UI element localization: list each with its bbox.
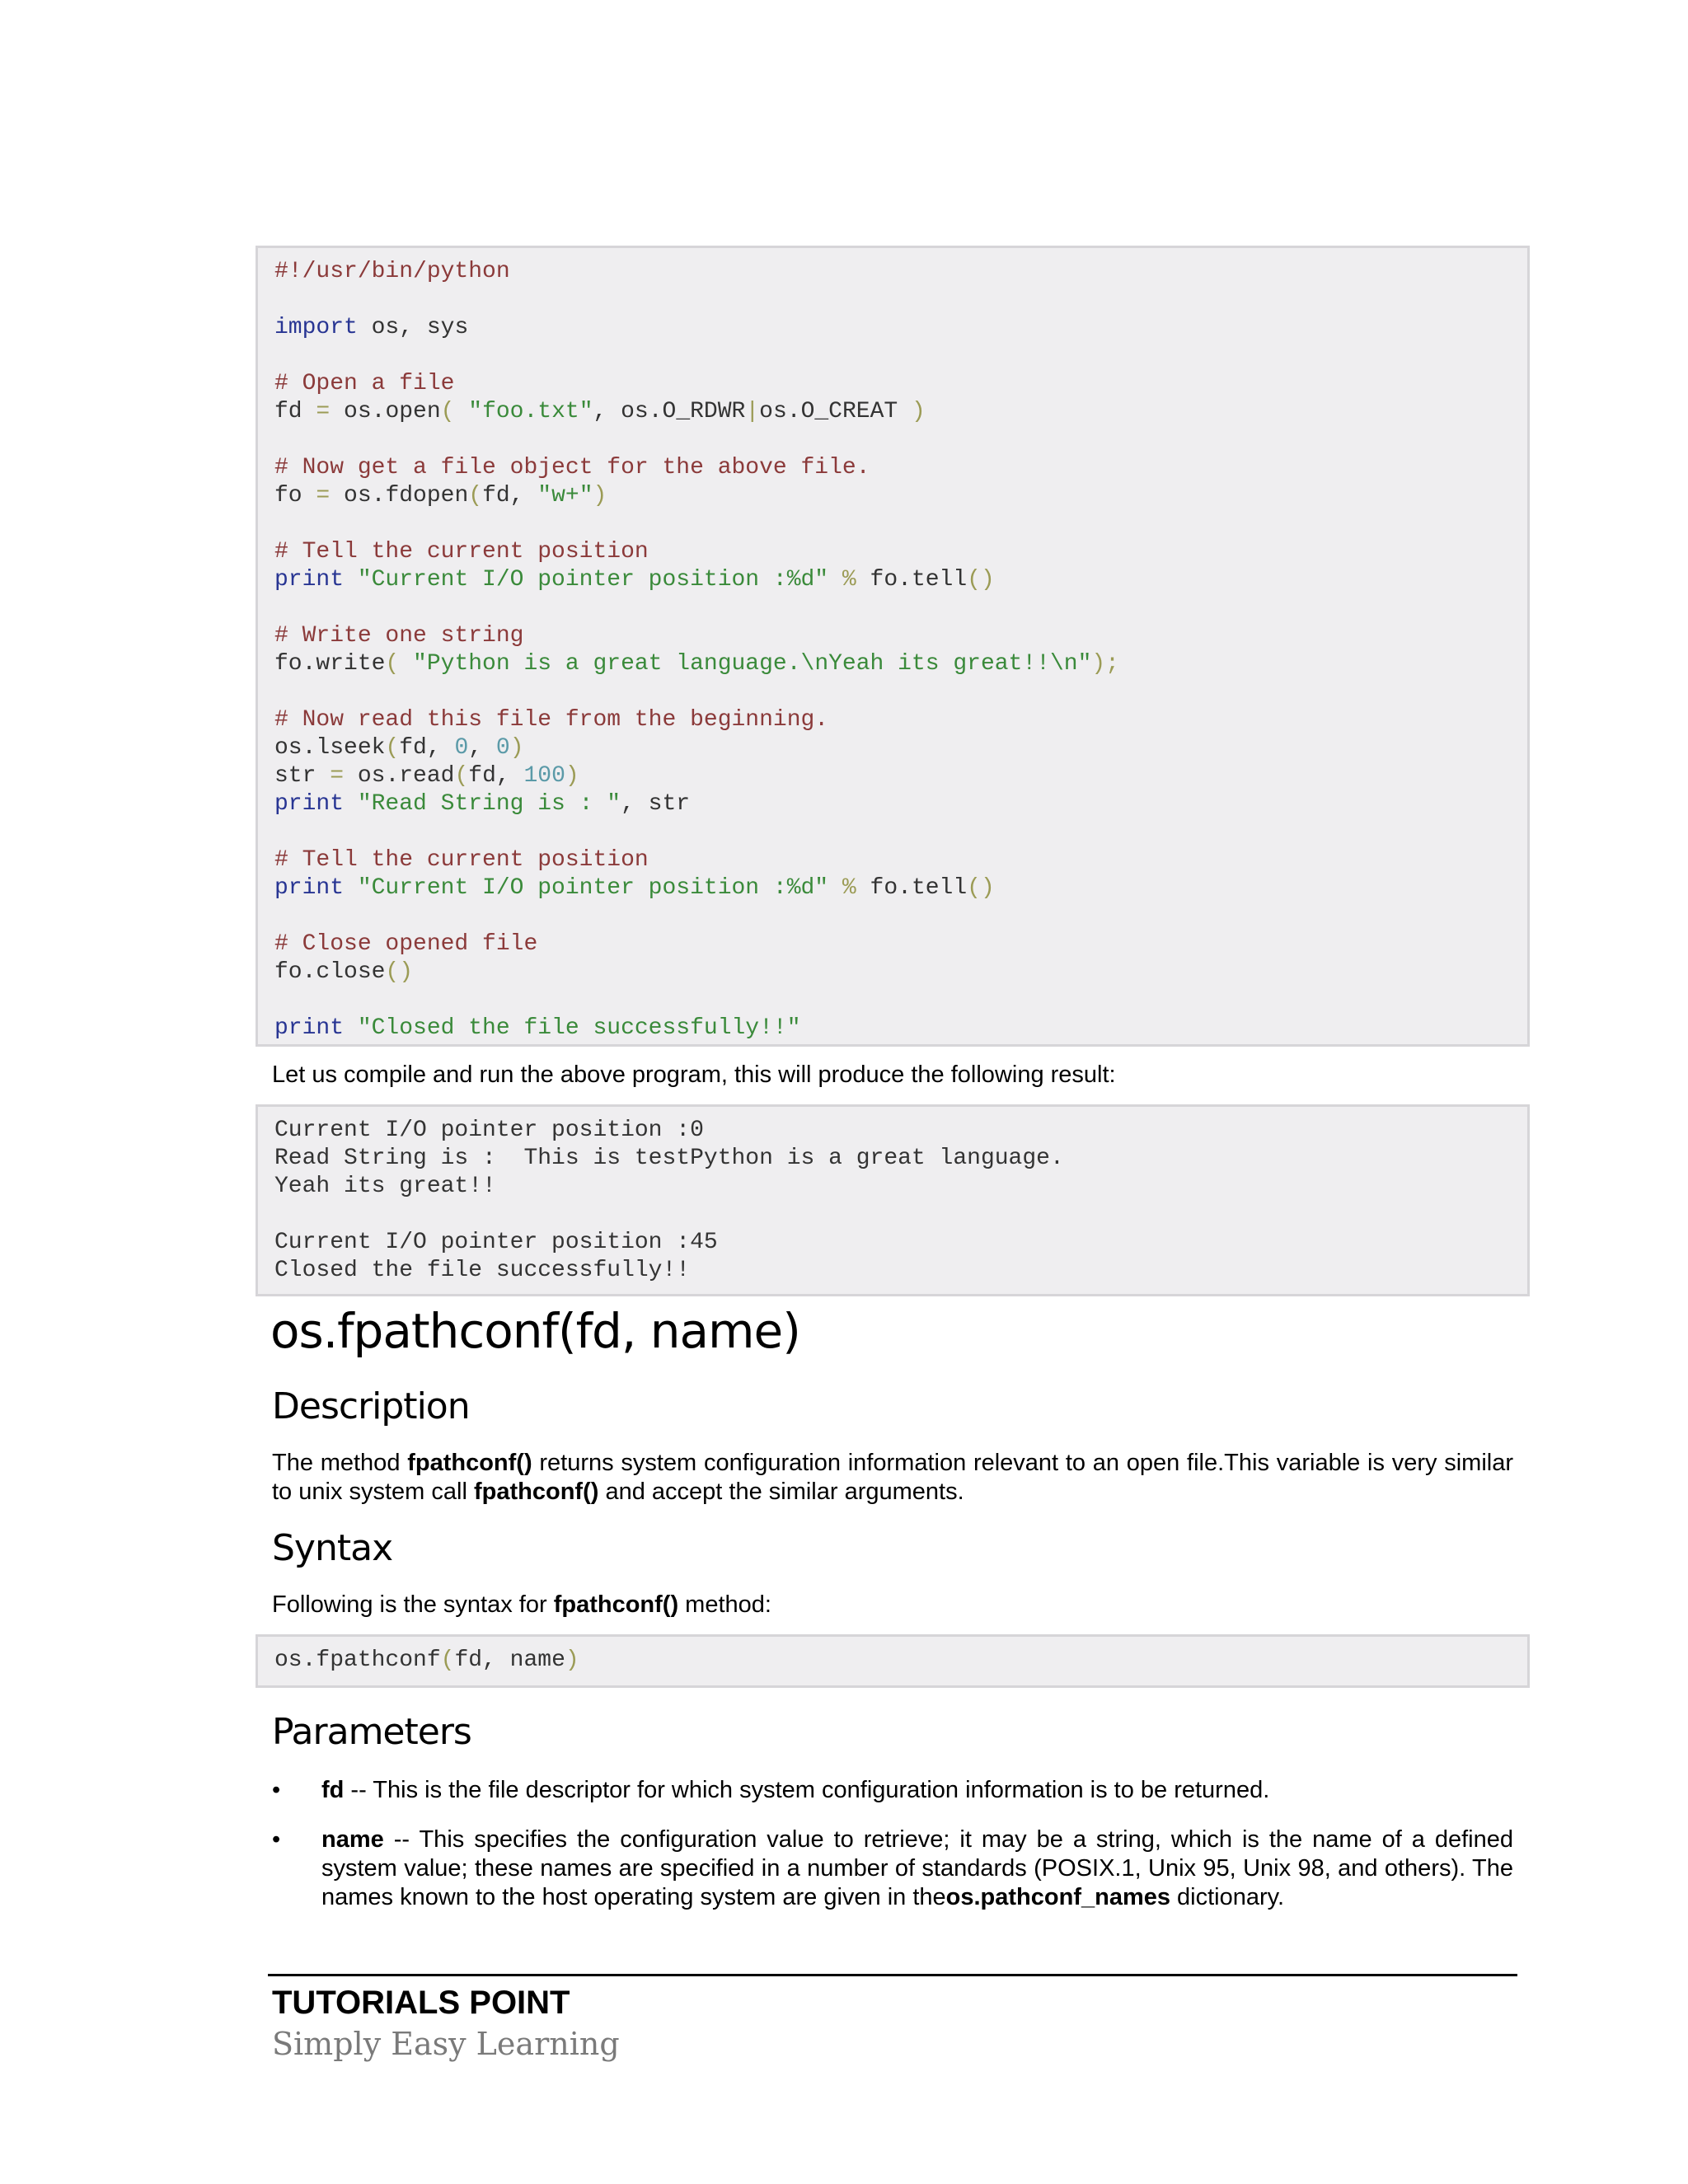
code-token: os.open: [330, 399, 441, 424]
code-line: [274, 1145, 1511, 1173]
code-line: [274, 678, 1511, 706]
code-line: [274, 818, 1511, 846]
code-token: str: [274, 763, 331, 789]
code-token: print: [274, 791, 345, 817]
description-text-part: and accept the similar arguments.: [598, 1479, 964, 1505]
code-token: 100: [523, 763, 565, 789]
code-line: [274, 426, 1511, 454]
description-text-part: The method: [272, 1450, 408, 1476]
code-line: [274, 538, 1511, 566]
description-bold-fpathconf-2: fpathconf(): [473, 1479, 599, 1505]
list-item: [272, 1825, 1513, 1912]
result-intro-text: Let us compile and run the above program, this will produce the following result:: [272, 1062, 1116, 1088]
code-token: os.lseek: [274, 735, 386, 761]
code-token: "Current I/O pointer position :%d": [344, 875, 829, 901]
code-token: # Now get a file object for the above file.: [274, 455, 870, 480]
code-token: , os.O_RDWR: [593, 399, 746, 424]
code-line: [274, 1229, 1511, 1257]
code-line: [274, 650, 1511, 678]
code-line: [274, 1257, 1511, 1285]
code-token: Read String is : This is testPython is a great language.: [274, 1146, 1064, 1171]
code-line: [274, 454, 1511, 482]
code-line: [274, 846, 1511, 874]
syntax-bold-fpathconf: fpathconf(): [553, 1591, 679, 1618]
code-token: fo: [274, 483, 316, 509]
param-name: fd: [321, 1777, 345, 1803]
code-token: os.O_CREAT: [759, 399, 912, 424]
code-line: [274, 987, 1511, 1015]
footer-tagline: Simply Easy Learning: [272, 2026, 620, 2062]
code-token: os.fdopen: [330, 483, 469, 509]
bullet-icon: •: [272, 1826, 281, 1853]
code-token: fd,: [399, 735, 455, 761]
code-line: [274, 258, 1511, 286]
code-token: Current I/O pointer position :45: [274, 1230, 718, 1255]
code-line: [274, 1201, 1511, 1229]
syntax-intro-text: [272, 1591, 1513, 1619]
code-token: fo.write: [274, 651, 386, 677]
code-token: 0: [454, 735, 469, 761]
code-line: [274, 734, 1511, 762]
param-bold-pathconf-names: os.pathconf_names: [945, 1884, 1170, 1910]
code-line: [274, 510, 1511, 538]
parameters-list: [272, 1776, 1513, 1933]
syntax-text-part: method:: [678, 1591, 771, 1618]
code-token: (: [440, 1647, 455, 1673]
footer-divider: [268, 1974, 1517, 1976]
code-token: ): [509, 735, 524, 761]
code-token: fd: [274, 399, 316, 424]
code-token: =: [330, 763, 345, 789]
code-token: # Close opened file: [274, 931, 538, 957]
code-token: "Closed the file successfully!!": [344, 1015, 801, 1041]
code-line: [274, 1117, 1511, 1145]
code-token: # Tell the current position: [274, 539, 649, 565]
param-description-end: dictionary.: [1170, 1884, 1285, 1910]
code-token: 0: [495, 735, 510, 761]
code-token: ): [593, 483, 607, 509]
code-line: [274, 398, 1511, 426]
code-line: [274, 1647, 1511, 1675]
code-token: %: [828, 567, 870, 593]
list-item: [272, 1776, 1513, 1805]
param-name: name: [321, 1826, 384, 1853]
code-line: [274, 314, 1511, 342]
description-heading: Description: [272, 1385, 470, 1427]
code-token: fo.tell: [870, 567, 968, 593]
code-line: [274, 762, 1511, 790]
description-text-part: returns system configuration information relevant to an open file.This variable is very similar to unix system call: [272, 1450, 1513, 1505]
code-token: print: [274, 875, 345, 901]
code-token: # Open a file: [274, 371, 455, 396]
code-line: [274, 1015, 1511, 1043]
code-token: "Read String is : ": [344, 791, 621, 817]
bullet-icon: •: [272, 1777, 281, 1803]
code-token: =: [316, 483, 331, 509]
code-token: os.fpathconf: [274, 1647, 441, 1673]
code-token: Yeah its great!!: [274, 1174, 496, 1199]
code-token: "w+": [537, 483, 593, 509]
footer-brand: TUTORIALS POINT: [272, 1985, 570, 2021]
code-token: # Now read this file from the beginning.: [274, 707, 829, 733]
python-code-block: [256, 246, 1530, 1047]
code-line: [274, 790, 1511, 818]
code-token: import: [274, 315, 358, 340]
code-line: [274, 622, 1511, 650]
code-token: fd,: [482, 483, 538, 509]
code-token: # Write one string: [274, 623, 524, 649]
code-token: "foo.txt": [454, 399, 593, 424]
code-line: [274, 958, 1511, 987]
code-token: (: [454, 763, 469, 789]
code-line: [274, 902, 1511, 930]
code-token: %: [828, 875, 870, 901]
code-line: [274, 1173, 1511, 1201]
code-token: (: [385, 735, 400, 761]
code-token: , str: [621, 791, 691, 817]
code-token: (): [967, 875, 995, 901]
code-token: fd,: [468, 763, 524, 789]
code-line: [274, 286, 1511, 314]
code-token: =: [316, 399, 331, 424]
syntax-heading: Syntax: [272, 1527, 393, 1569]
code-token: ): [912, 399, 926, 424]
code-token: (: [385, 651, 400, 677]
code-line: [274, 566, 1511, 594]
code-line: [274, 482, 1511, 510]
code-token: |: [745, 399, 760, 424]
code-token: Closed the file successfully!!: [274, 1258, 691, 1283]
code-token: );: [1091, 651, 1119, 677]
code-token: (): [967, 567, 995, 593]
code-token: fd, name: [454, 1647, 565, 1673]
code-line: [274, 706, 1511, 734]
code-token: ): [565, 763, 579, 789]
code-token: (: [440, 399, 455, 424]
code-token: print: [274, 1015, 345, 1041]
code-token: "Current I/O pointer position :%d": [344, 567, 829, 593]
code-line: [274, 874, 1511, 902]
description-text: [272, 1449, 1513, 1507]
code-token: (): [385, 959, 414, 985]
code-token: os, sys: [357, 315, 469, 340]
code-token: Current I/O pointer position :0: [274, 1118, 704, 1143]
param-description: -- This specifies the configuration value to retrieve; it may be a string, which is the name of a defined system value; these names are specified in a number of standards (POSIX.1, Unix 95, Unix 98, and others). The names known to the host operating system are given in the: [321, 1826, 1513, 1910]
code-token: (: [468, 483, 483, 509]
code-token: ): [565, 1647, 579, 1673]
code-token: #!/usr/bin/python: [274, 259, 510, 284]
code-token: fo.tell: [870, 875, 968, 901]
code-token: # Tell the current position: [274, 847, 649, 873]
code-token: os.read: [344, 763, 455, 789]
code-line: [274, 342, 1511, 370]
code-token: print: [274, 567, 345, 593]
parameters-heading: Parameters: [272, 1711, 471, 1753]
syntax-code-block: [256, 1634, 1530, 1688]
code-line: [274, 930, 1511, 958]
code-line: [274, 594, 1511, 622]
param-description: -- This is the file descriptor for which system configuration information is to be returned.: [344, 1777, 1270, 1803]
code-token: "Python is a great language.\nYeah its great!!\n": [399, 651, 1092, 677]
syntax-text-part: Following is the syntax for: [272, 1591, 554, 1618]
code-token: ,: [468, 735, 496, 761]
code-token: fo.close: [274, 959, 386, 985]
program-output-block: [256, 1104, 1530, 1296]
method-title: os.fpathconf(fd, name): [270, 1303, 800, 1359]
description-bold-fpathconf: fpathconf(): [407, 1450, 532, 1476]
code-line: [274, 370, 1511, 398]
